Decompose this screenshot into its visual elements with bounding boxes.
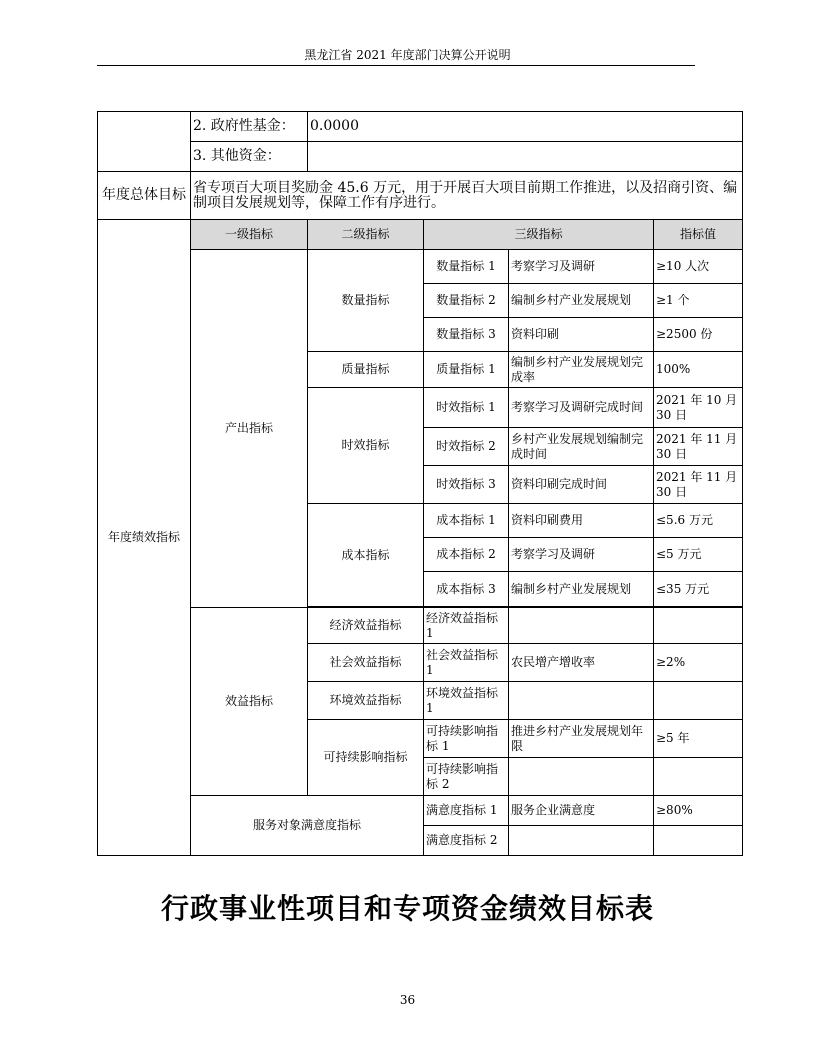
indicator-name: 可持续影响指标 2 [424, 758, 509, 796]
table-row [98, 250, 743, 284]
environment-label: 环境效益指标 [308, 682, 424, 720]
page-number: 36 [399, 993, 416, 1007]
indicator-desc: 考察学习及调研 [509, 250, 654, 284]
indicator-desc: 乡村产业发展规划编制完成时间 [509, 428, 654, 466]
indicator-name: 数量指标 3 [424, 318, 509, 352]
indicator-name: 时效指标 1 [424, 388, 509, 428]
indicator-name: 社会效益指标 1 [424, 644, 509, 682]
indicator-desc [509, 682, 654, 720]
indicator-desc: 农民增产增收率 [509, 644, 654, 682]
indicator-value: ≤5.6 万元 [654, 504, 743, 538]
indicator-value [654, 682, 743, 720]
indicator-desc: 考察学习及调研完成时间 [509, 388, 654, 428]
indicator-desc: 资料印刷完成时间 [509, 466, 654, 504]
indicator-value: 2021 年 11 月 30 日 [654, 466, 743, 504]
quality-label: 质量指标 [308, 352, 424, 388]
annual-goal-label: 年度总体目标 [98, 172, 191, 220]
gov-fund-label: 2. 政府性基金： [191, 112, 308, 142]
header-value: 指标值 [654, 220, 743, 250]
economic-label: 经济效益指标 [308, 608, 424, 644]
gov-fund-value: 0.0000 [308, 112, 743, 142]
header-level3: 三级指标 [424, 220, 654, 250]
table-row [98, 796, 743, 826]
indicator-desc [509, 758, 654, 796]
table-row [98, 608, 743, 644]
indicator-name: 成本指标 3 [424, 572, 509, 607]
indicator-value [654, 826, 743, 856]
indicator-value: 2021 年 11 月 30 日 [654, 428, 743, 466]
indicator-value: ≤35 万元 [654, 572, 743, 607]
indicator-name: 数量指标 2 [424, 284, 509, 318]
sustainable-label: 可持续影响指标 [308, 720, 424, 796]
indicator-desc: 推进乡村产业发展规划年限 [509, 720, 654, 758]
indicator-value: ≤5 万元 [654, 538, 743, 572]
satisfaction-label: 服务对象满意度指标 [191, 796, 424, 856]
indicator-name: 成本指标 1 [424, 504, 509, 538]
indicator-name: 满意度指标 2 [424, 826, 509, 856]
indicator-value: ≥5 年 [654, 720, 743, 758]
indicator-desc [509, 826, 654, 856]
header-level1: 一级指标 [191, 220, 308, 250]
indicator-name: 可持续影响指标 1 [424, 720, 509, 758]
other-fund-label: 3. 其他资金： [191, 142, 308, 172]
indicator-value: 100% [654, 352, 743, 388]
indicator-name: 数量指标 1 [424, 250, 509, 284]
indicator-name: 成本指标 2 [424, 538, 509, 572]
other-fund-value [308, 142, 743, 172]
performance-table [97, 111, 743, 856]
header-rule [97, 65, 695, 66]
indicator-name: 质量指标 1 [424, 352, 509, 388]
social-label: 社会效益指标 [308, 644, 424, 682]
indicator-name: 环境效益指标 1 [424, 682, 509, 720]
quantity-label: 数量指标 [308, 250, 424, 352]
indicator-desc: 服务企业满意度 [509, 796, 654, 826]
indicator-desc: 资料印刷 [509, 318, 654, 352]
header-level2: 二级指标 [308, 220, 424, 250]
indicator-value: ≥1 个 [654, 284, 743, 318]
indicator-desc [509, 608, 654, 644]
output-label: 产出指标 [191, 250, 308, 608]
timeliness-label: 时效指标 [308, 388, 424, 504]
indicator-name: 经济效益指标 1 [424, 608, 509, 644]
indicator-desc: 考察学习及调研 [509, 538, 654, 572]
annual-goal-text: 省专项百大项目奖励金 45.6 万元，用于开展百大项目前期工作推进，以及招商引资、编制项目发展规划等，保障工作有序进行。 [191, 172, 743, 220]
indicator-value: ≥10 人次 [654, 250, 743, 284]
indicator-value: ≥2% [654, 644, 743, 682]
indicator-desc: 编制乡村产业发展规划完成率 [509, 352, 654, 388]
page-header: 黑龙江省 2021 年度部门决算公开说明 [304, 48, 511, 62]
indicator-value: ≥2500 份 [654, 318, 743, 352]
indicator-name: 满意度指标 1 [424, 796, 509, 826]
indicator-value [654, 608, 743, 644]
indicator-name: 时效指标 2 [424, 428, 509, 466]
cost-label: 成本指标 [308, 504, 424, 607]
indicator-desc: 编制乡村产业发展规划 [509, 572, 654, 607]
benefit-label: 效益指标 [191, 608, 308, 796]
indicator-desc: 编制乡村产业发展规划 [509, 284, 654, 318]
indicator-value: ≥80% [654, 796, 743, 826]
indicator-value [654, 758, 743, 796]
indicator-name: 时效指标 3 [424, 466, 509, 504]
indicator-value: 2021 年 10 月 30 日 [654, 388, 743, 428]
page-title: 行政事业性项目和专项资金绩效目标表 [160, 892, 654, 925]
fund-blank-cell [98, 112, 191, 172]
indicator-desc: 资料印刷费用 [509, 504, 654, 538]
indicators-label: 年度绩效指标 [98, 220, 191, 856]
